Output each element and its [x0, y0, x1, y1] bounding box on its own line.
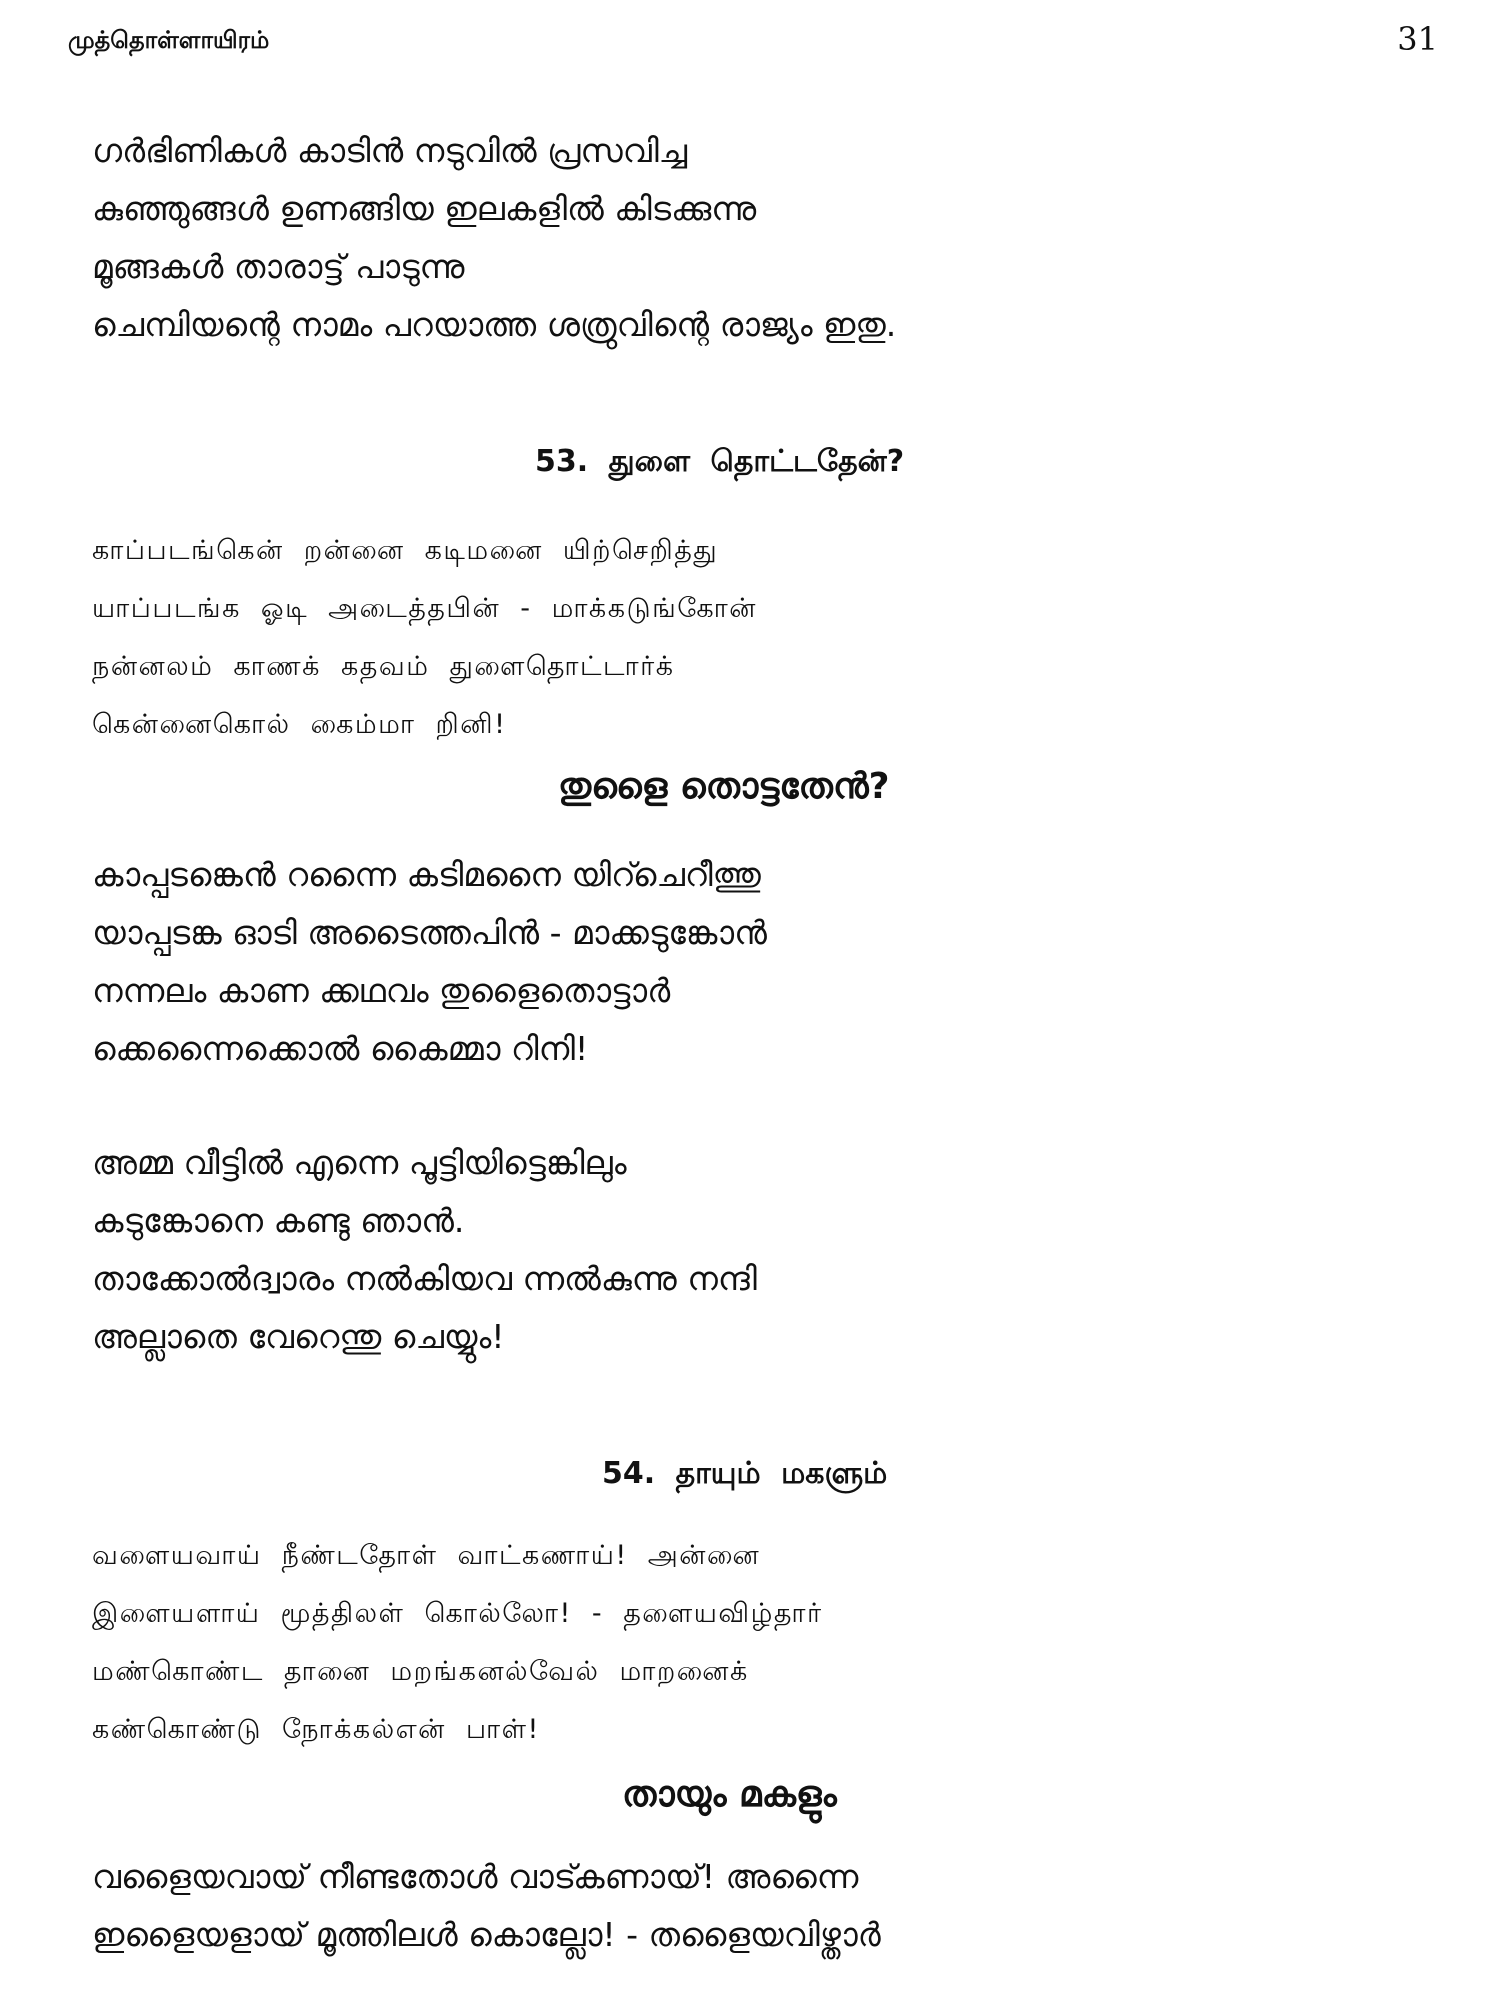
verse-line: അമ്മ വീട്ടിൽ എന്നെ പൂട്ടിയിട്ടെങ്കിലും — [92, 1143, 627, 1182]
poem54-malayalam-heading: തായും മകളും — [622, 1774, 837, 1815]
verse-line: ക്കെന്നൈക്കൊൽ കൈമ്മാ റിനി! — [92, 1029, 589, 1068]
verse-line: കുഞ്ഞുങ്ങൾ ഉണങ്ങിയ ഇലകളിൽ കിടക്കുന്നു — [92, 189, 757, 228]
poem54-malayalam-verse — [92, 1848, 1412, 1964]
verse-line: யாப்படங்க ஓடி அடைத்தபின் - மாக்கடுங்கோன் — [92, 593, 757, 624]
verse-line: நன்னலம் காணக் கதவம் துளைதொட்டார்க் — [92, 651, 675, 682]
verse-line: கண்கொண்டு நோக்கல்என் பாள்! — [92, 1714, 540, 1745]
poem53-malayalam-heading: തുളൈ തൊട്ടതേൻ? — [558, 766, 890, 807]
poem53-tamil-heading: 53. துளை தொட்டதேன்? — [535, 444, 905, 479]
verse-line: ചെമ്പിയന്റെ നാമം പറയാത്ത ശത്രുവിന്റെ രാജ്യം ഇതു. — [92, 305, 897, 344]
intro-verse — [92, 122, 1412, 354]
verse-line: യാപ്പടങ്ക ഓടി അടൈത്തപിൻ - മാക്കടുങ്കോൻ — [92, 913, 767, 952]
poem53-tamil-verse — [92, 522, 1412, 754]
verse-line: മൂങ്ങകൾ താരാട്ട് പാടുന്നു — [92, 247, 465, 286]
verse-line: இளையளாய் மூத்திலள் கொல்லோ! - தளையவிழ்தார் — [92, 1598, 823, 1629]
verse-line: താക്കോൽദ്വാരം നൽകിയവ ന്നൽകുന്നു നന്ദി — [92, 1259, 757, 1298]
poem53-malayalam-verse — [92, 846, 1412, 1078]
verse-line: மண்கொண்ட தானை மறங்கனல்வேல் மாறனைக் — [92, 1656, 749, 1687]
verse-line: കടുങ്കോനെ കണ്ടു ഞാൻ. — [92, 1201, 465, 1240]
verse-line: வளையவாய் நீண்டதோள் வாட்கணாய்! அன்னை — [92, 1540, 761, 1571]
verse-line: വളൈയവായ് നീണ്ടതോൾ വാട്കണായ്! അന്നൈ — [92, 1857, 859, 1896]
verse-line: ഇളൈയളായ് മൂത്തിലൾ കൊല്ലോ! - തളൈയവിഴ്താർ — [92, 1915, 881, 1954]
verse-line: അല്ലാതെ വേറെന്തു ചെയ്യും! — [92, 1317, 505, 1356]
poem54-tamil-heading: 54. தாயும் மகளும் — [602, 1456, 888, 1491]
poem53-translation — [92, 1134, 1412, 1366]
page-number: 31 — [1397, 20, 1438, 58]
poem54-tamil-verse — [92, 1527, 1412, 1759]
verse-line: ഗർഭിണികൾ കാടിൻ നടുവിൽ പ്രസവിച്ച — [92, 131, 688, 170]
running-head: முத்தொள்ளாயிரம் — [68, 26, 270, 54]
verse-line: നന്നലം കാണ ക്കഥവം തുളൈതൊട്ടാർ — [92, 971, 671, 1010]
verse-line: காப்படங்கென் றன்னை கடிமனை யிற்செறித்து — [92, 535, 719, 566]
verse-line: കാപ്പടങ്കെൻ റന്നൈ കടിമനൈ യിറ്ചെറീത്തു — [92, 855, 761, 894]
verse-line: கென்னைகொல் கைம்மா றினி! — [92, 709, 507, 740]
